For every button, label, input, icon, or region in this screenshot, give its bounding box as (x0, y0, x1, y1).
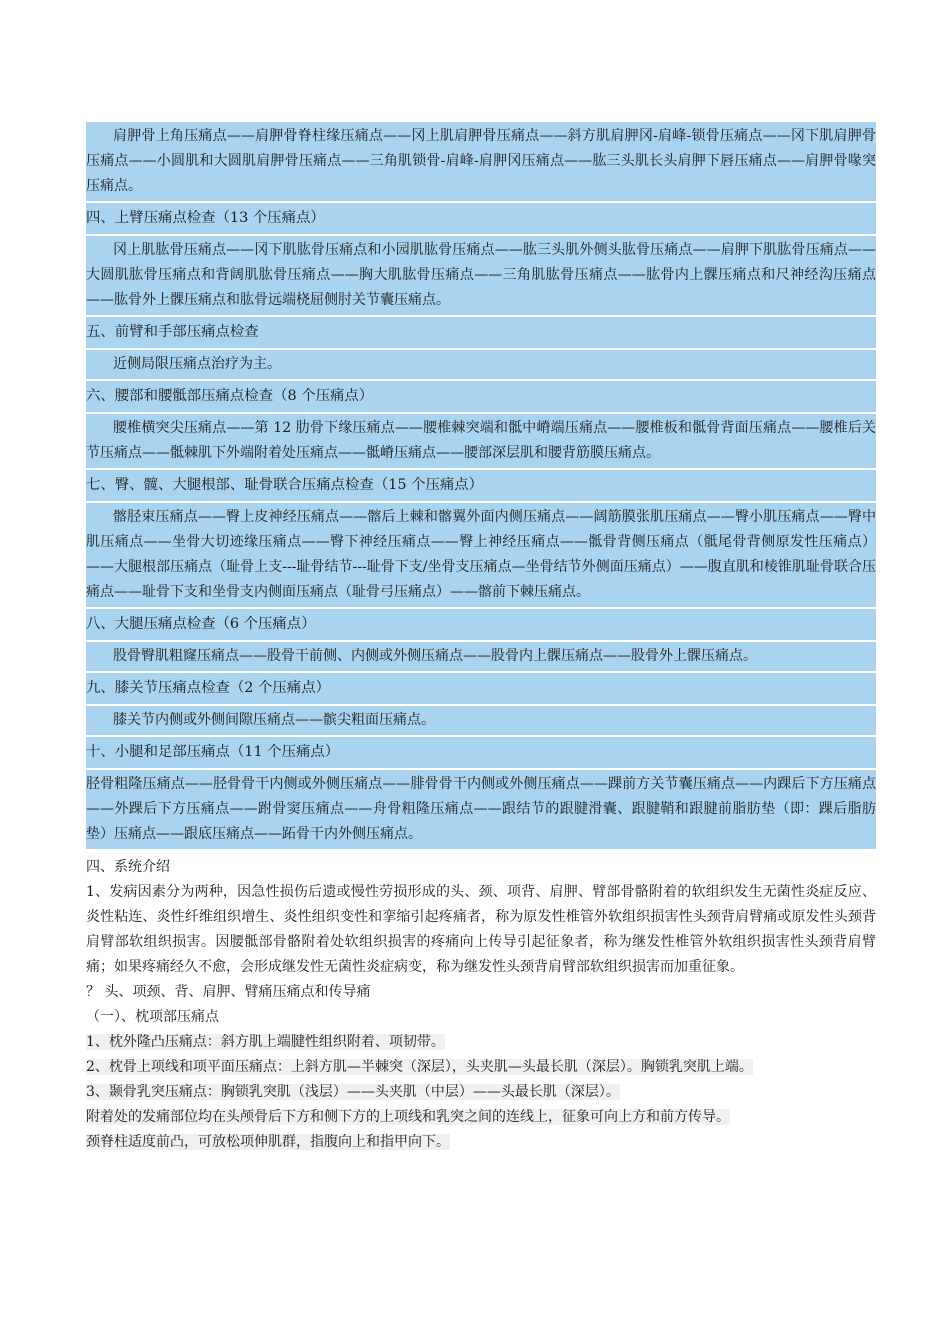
section-heading: 五、前臂和手部压痛点检查 (86, 317, 876, 348)
section-body: 膝关节内侧或外侧间隙压痛点——髌尖粗面压痛点。 (86, 706, 876, 735)
section-body: 股骨臀肌粗窿压痛点——股骨干前侧、内侧或外侧压痛点——股骨内上髁压痛点——股骨外上髁压痛点。 (86, 642, 876, 671)
text-content: 附着处的发痛部位均在头颅骨后下方和侧下方的上项线和乳突之间的连线上，征象可向上方和前方传导。 (86, 1109, 730, 1125)
section-heading: 六、腰部和腰骶部压痛点检查（8 个压痛点） (86, 381, 876, 412)
section-heading: 四、上臂压痛点检查（13 个压痛点） (86, 203, 876, 234)
section-body: 冈上肌肱骨压痛点——冈下肌肱骨压痛点和小园肌肱骨压痛点——肱三头肌外侧头肱骨压痛点——肩胛下肌肱骨压痛点——大圆肌肱骨压痛点和背阔肌肱骨压痛点——胸大肌肱骨压痛点——三角肌肱骨压痛点——肱骨内上髁压痛点和尺神经沟压痛点——肱骨外上髁压痛点和肱骨远端桡屈侧肘关节囊压痛点。 (86, 236, 876, 315)
text-content: 3、颞骨乳突压痛点：胸锁乳突肌（浅层）——头夹肌（中层）——头最长肌（深层）。 (86, 1084, 620, 1100)
section-heading: 七、臀、髋、大腿根部、耻骨联合压痛点检查（15 个压痛点） (86, 470, 876, 501)
text-content: 四、系统介绍 (86, 859, 170, 875)
section-title (86, 855, 876, 880)
section-heading: 九、膝关节压痛点检查（2 个压痛点） (86, 673, 876, 704)
plain-text-section (86, 855, 876, 1155)
text-content: 1、枕外隆凸压痛点：斜方肌上端腱性组织附着、项韧带。 (86, 1034, 445, 1050)
text-line (86, 1005, 876, 1030)
text-content: 2、枕骨上项线和项平面压痛点：上斜方肌—半棘突（深层），头夹肌—头最长肌（深层）。胸锁乳突肌上端。 (86, 1059, 753, 1075)
section-body: 胫骨粗隆压痛点——胫骨骨干内侧或外侧压痛点——腓骨骨干内侧或外侧压痛点——踝前方关节囊压痛点——内踝后下方压痛点——外踝后下方压痛点——跗骨窦压痛点——舟骨粗隆压痛点——跟结节的跟腱滑囊、跟腱鞘和跟腱前脂肪垫（即：踝后脂肪垫）压痛点——跟底压痛点——跖骨干内外侧压痛点。 (86, 770, 876, 849)
text-line (86, 880, 876, 980)
text-line (86, 1030, 876, 1055)
section-heading: 八、大腿压痛点检查（6 个压痛点） (86, 609, 876, 640)
section-body: 腰椎横突尖压痛点——第 12 肋骨下缘压痛点——腰椎棘突端和骶中嵴端压痛点——腰椎板和骶骨背面压痛点——腰椎后关节压痛点——骶棘肌下外端附着处压痛点——骶嵴压痛点——腰部深层肌和腰背筋膜压痛点。 (86, 414, 876, 468)
text-line (86, 1055, 876, 1080)
document-page (86, 120, 876, 1155)
section-body: 近侧局限压痛点治疗为主。 (86, 350, 876, 379)
text-content: 颈脊柱适度前凸，可放松项伸肌群，指腹向上和指甲向下。 (86, 1134, 450, 1150)
text-content: ？ 头、项颈、背、肩胛、臂痛压痛点和传导痛 (86, 984, 371, 1000)
text-line (86, 1080, 876, 1105)
text-line (86, 980, 876, 1005)
text-line (86, 1105, 876, 1130)
section-body: 髂胫束压痛点——臀上皮神经压痛点——髂后上棘和髂翼外面内侧压痛点——阔筋膜张肌压痛点——臀小肌压痛点——臀中肌压痛点——坐骨大切迹缘压痛点——臀下神经压痛点——臀上神经压痛点——骶骨背侧压痛点（骶尾骨背侧原发性压痛点）——大腿根部压痛点（耻骨上支---耻骨结节---耻骨下支/坐骨支压痛点—坐骨结节外侧面压痛点）——腹直肌和棱锥肌耻骨联合压痛点——耻骨下支和坐骨支内侧面压痛点（耻骨弓压痛点）——髂前下棘压痛点。 (86, 503, 876, 607)
highlighted-sections (86, 122, 876, 849)
text-content: 1、发病因素分为两种，因急性损伤后遗或慢性劳损形成的头、颈、项背、肩胛、臂部骨骼附着的软组织发生无菌性炎症反应、炎性粘连、炎性纤维组织增生、炎性组织变性和挛缩引起疼痛者，称为原发性椎管外软组织损害性头颈背肩臂痛或原发性头颈背肩臂部软组织损害。因腰骶部骨骼附着处软组织损害的疼痛向上传导引起征象者，称为继发性椎管外软组织损害性头颈背肩臂痛；如果疼痛经久不愈，会形成继发性无菌性炎症病变，称为继发性头颈背肩臂部软组织损害而加重征象。 (86, 884, 876, 975)
text-content: （一）、枕项部压痛点 (86, 1009, 219, 1025)
section-heading: 十、小腿和足部压痛点（11 个压痛点） (86, 737, 876, 768)
section-body: 肩胛骨上角压痛点——肩胛骨脊柱缘压痛点——冈上肌肩胛骨压痛点——斜方肌肩胛冈-肩峰-锁骨压痛点——冈下肌肩胛骨压痛点——小圆肌和大圆肌肩胛骨压痛点——三角肌锁骨-肩峰-肩胛冈压痛点——肱三头肌长头肩胛下唇压痛点——肩胛骨喙突压痛点。 (86, 122, 876, 201)
text-line (86, 1130, 876, 1155)
